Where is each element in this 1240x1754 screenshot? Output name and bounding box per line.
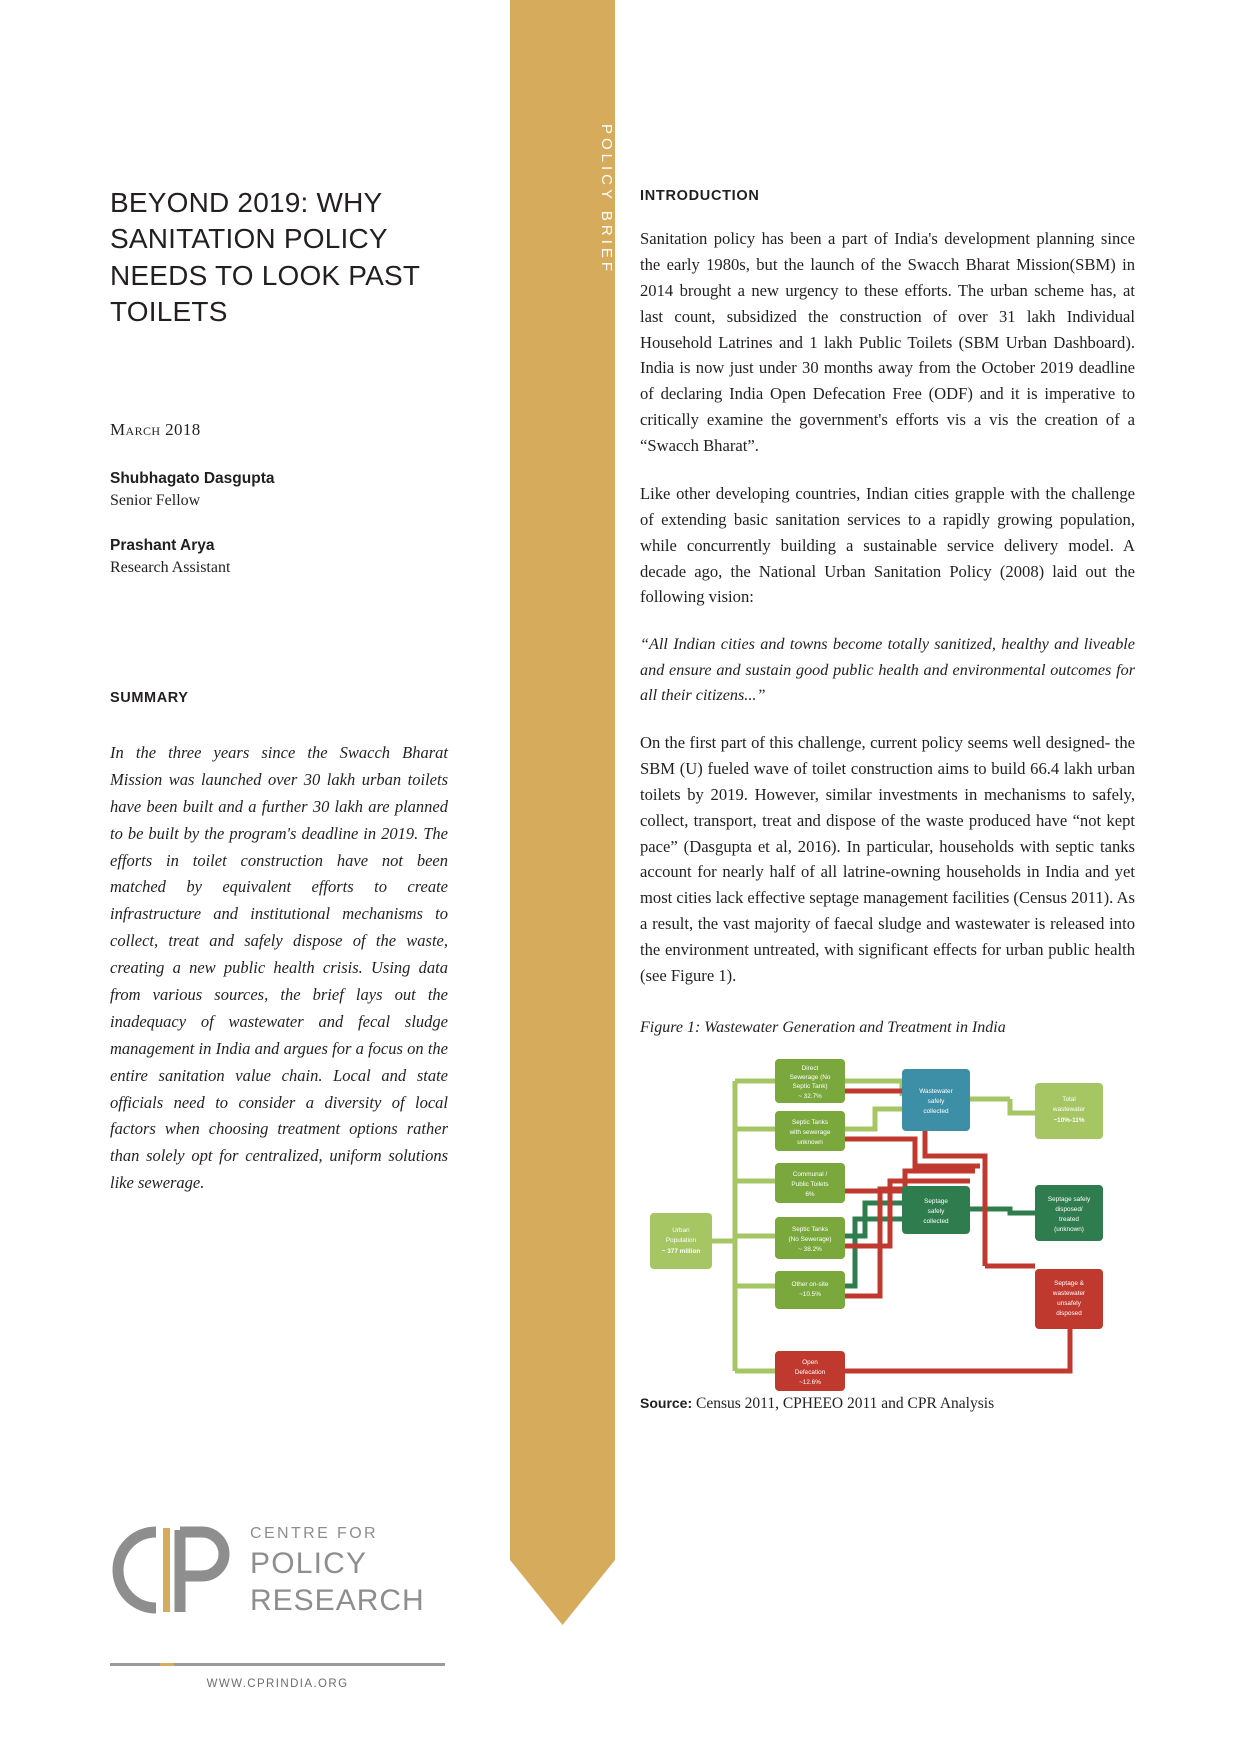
node-wastewater-collected-l1: Wastewater bbox=[919, 1087, 953, 1095]
article-column bbox=[640, 0, 1135, 1413]
node-septic-with-sewerage-l2: with sewerage bbox=[789, 1128, 831, 1136]
summary-heading: SUMMARY bbox=[110, 690, 189, 706]
logo-line-1: CENTRE FOR bbox=[250, 1525, 378, 1542]
node-urban-population-l2: Population bbox=[665, 1236, 697, 1244]
paragraph: Like other developing countries, Indian cities grapple with the challenge of extending basic sanitation services to a rapidly growing population, while concurrently building a sustainable service delivery model. A decade ago, the National Urban Sanitation Policy (2008) laid out the following vision: bbox=[640, 483, 1135, 607]
node-septic-no-sewerage-l1: Septic Tanks bbox=[791, 1225, 829, 1233]
node-unsafely-disposed-l1: Septage & bbox=[1054, 1279, 1084, 1287]
pull-quote: “All Indian cities and towns become totally sanitized, healthy and liveable and ensure and sustain good public health and environmental outcomes for all their citizens...” bbox=[640, 635, 1135, 704]
author-name: Shubhagato Dasgupta bbox=[110, 470, 275, 487]
node-septage-disposed-l2: disposed/ bbox=[1055, 1205, 1083, 1213]
figure-1-svg bbox=[640, 1051, 1135, 1386]
node-septage-collected-l2: safely bbox=[927, 1207, 945, 1215]
node-wastewater-collected-l3: collected bbox=[923, 1107, 949, 1115]
node-total-wastewater-l1: Total bbox=[1062, 1095, 1076, 1103]
node-direct-sewerage-l2: Sewerage (No bbox=[789, 1073, 831, 1081]
node-open-defecation-l2: Defecation bbox=[794, 1368, 826, 1376]
figure-caption: Figure 1: Wastewater Generation and Treatment in India bbox=[640, 1018, 1006, 1036]
node-other-onsite-l1: Other on-site bbox=[791, 1280, 829, 1288]
node-open-defecation-l3: ~12.6% bbox=[799, 1378, 821, 1386]
cpr-logo-text bbox=[250, 1526, 425, 1616]
node-septic-no-sewerage-l3: ~ 38.2% bbox=[798, 1245, 822, 1253]
node-septage-collected-l3: collected bbox=[923, 1217, 949, 1225]
node-septage-disposed-l1: Septage safely bbox=[1047, 1195, 1091, 1203]
author-role: Senior Fellow bbox=[110, 492, 201, 510]
node-other-onsite bbox=[775, 1271, 845, 1309]
node-unsafely-disposed-l2: wastewater bbox=[1052, 1289, 1086, 1297]
node-direct-sewerage-l1: Direct bbox=[801, 1064, 819, 1072]
node-communal-l1: Communal / bbox=[792, 1170, 828, 1178]
logo-line-3: RESEARCH bbox=[250, 1584, 425, 1617]
ribbon-label: POLICY BRIEF bbox=[598, 124, 615, 276]
node-total-wastewater-l3: ~10%-11% bbox=[1053, 1116, 1085, 1124]
paragraph: On the first part of this challenge, current policy seems well designed- the SBM (U) fueled wave of toilet construction aims to build 66.4 lakh urban toilets by 2019. However, similar investments in mechanisms to safely, collect, transport, treat and dispose of the waste produced have “not kept pace” (Dasgupta et al, 2016). In particular, households with septic tanks account for nearly half of all latrine-owning households in India and yet most cities lack effective septage management facilities (Census 2011). As a result, the vast majority of faecal sludge and wastewater is released into the environment untreated, with significant effects for urban public health (see Figure 1). bbox=[640, 733, 1135, 985]
node-septage-disposed-l4: (unknown) bbox=[1054, 1225, 1084, 1233]
node-septage-collected-l1: Septage bbox=[924, 1197, 948, 1205]
figure-source bbox=[640, 1395, 1135, 1413]
node-communal-l2: Public Toilets bbox=[791, 1180, 829, 1188]
footer-url[interactable]: WWW.CPRINDIA.ORG bbox=[206, 1678, 349, 1690]
node-communal-l3: 6% bbox=[805, 1190, 815, 1198]
node-direct-sewerage-l3: Septic Tank) bbox=[792, 1082, 828, 1090]
node-unsafely-disposed-l4: disposed bbox=[1056, 1309, 1082, 1317]
node-open-defecation-l1: Open bbox=[802, 1358, 818, 1366]
summary-text: In the three years since the Swacch Bharat Mission was launched over 30 lakh urban toilets have been built and a further 30 lakh are planned to be built by the program's deadline in 2019. The efforts in toilet construction have not been matched by equivalent efforts to create infrastructure and institutional mechanisms to collect, treat and safely dispose of the waste, creating a new public health crisis. Using data from various sources, the brief lays out the inadequacy of wastewater and fecal sludge management in India and argues for a focus on the entire sanitation value chain. Local and state officials need to consider a diversity of local factors when choosing treatment options rather than solely opt for centralized, uniform solutions like sewerage. bbox=[110, 743, 448, 1193]
section-heading-introduction: INTRODUCTION bbox=[640, 188, 760, 204]
paragraph: Sanitation policy has been a part of India's development planning since the early 1980s, but the launch of the Swacch Bharat Mission(SBM) in 2014 brought a new urgency to these efforts. The urban scheme has, at last count, subsidized the construction of over 31 lakh Individual Household Latrines and 1 lakh Public Toilets (SBM Urban Dashboard). India is now just under 30 months away from the October 2019 deadline of declaring India Open Defecation Free (ODF) and it is imperative to critically examine the government's efforts vis a vis the creation of a “Swacch Bharat”. bbox=[640, 229, 1135, 455]
node-wastewater-collected-l2: safely bbox=[927, 1097, 945, 1105]
node-urban-population-l1: Urban bbox=[672, 1226, 690, 1234]
author-role: Research Assistant bbox=[110, 559, 231, 577]
figure-source-text: Census 2011, CPHEEO 2011 and CPR Analysis bbox=[692, 1394, 995, 1412]
page-title: BEYOND 2019: WHY SANITATION POLICY NEEDS TO LOOK PAST TOILETS bbox=[110, 187, 420, 328]
publication-date: March 2018 bbox=[110, 420, 201, 439]
figure-1-wastewater-flow bbox=[640, 1051, 1135, 1386]
logo-line-2: POLICY bbox=[250, 1547, 368, 1580]
node-unsafely-disposed-l3: unsafely bbox=[1057, 1299, 1081, 1307]
node-other-onsite-l2: ~10.5% bbox=[799, 1290, 821, 1298]
author-list bbox=[110, 468, 450, 602]
node-unsafely-disposed bbox=[1035, 1269, 1103, 1329]
cover-column bbox=[110, 0, 485, 1754]
node-total-wastewater-l2: wastewater bbox=[1052, 1105, 1086, 1113]
cpr-logo bbox=[110, 1520, 440, 1645]
cpr-logo-mark bbox=[110, 1520, 240, 1620]
node-urban-population-l3: ~ 377 million bbox=[661, 1247, 701, 1255]
node-septic-no-sewerage-l2: (No Sewerage) bbox=[788, 1235, 832, 1243]
node-septic-with-sewerage-l3: unknown bbox=[797, 1138, 823, 1146]
node-septic-with-sewerage-l1: Septic Tanks bbox=[791, 1118, 829, 1126]
figure-source-label: Source: bbox=[640, 1394, 693, 1411]
node-septage-disposed-l3: treated bbox=[1059, 1215, 1079, 1223]
footer-divider bbox=[110, 1663, 445, 1666]
author-name: Prashant Arya bbox=[110, 536, 215, 554]
node-direct-sewerage-l4: ~ 32.7% bbox=[798, 1092, 822, 1100]
